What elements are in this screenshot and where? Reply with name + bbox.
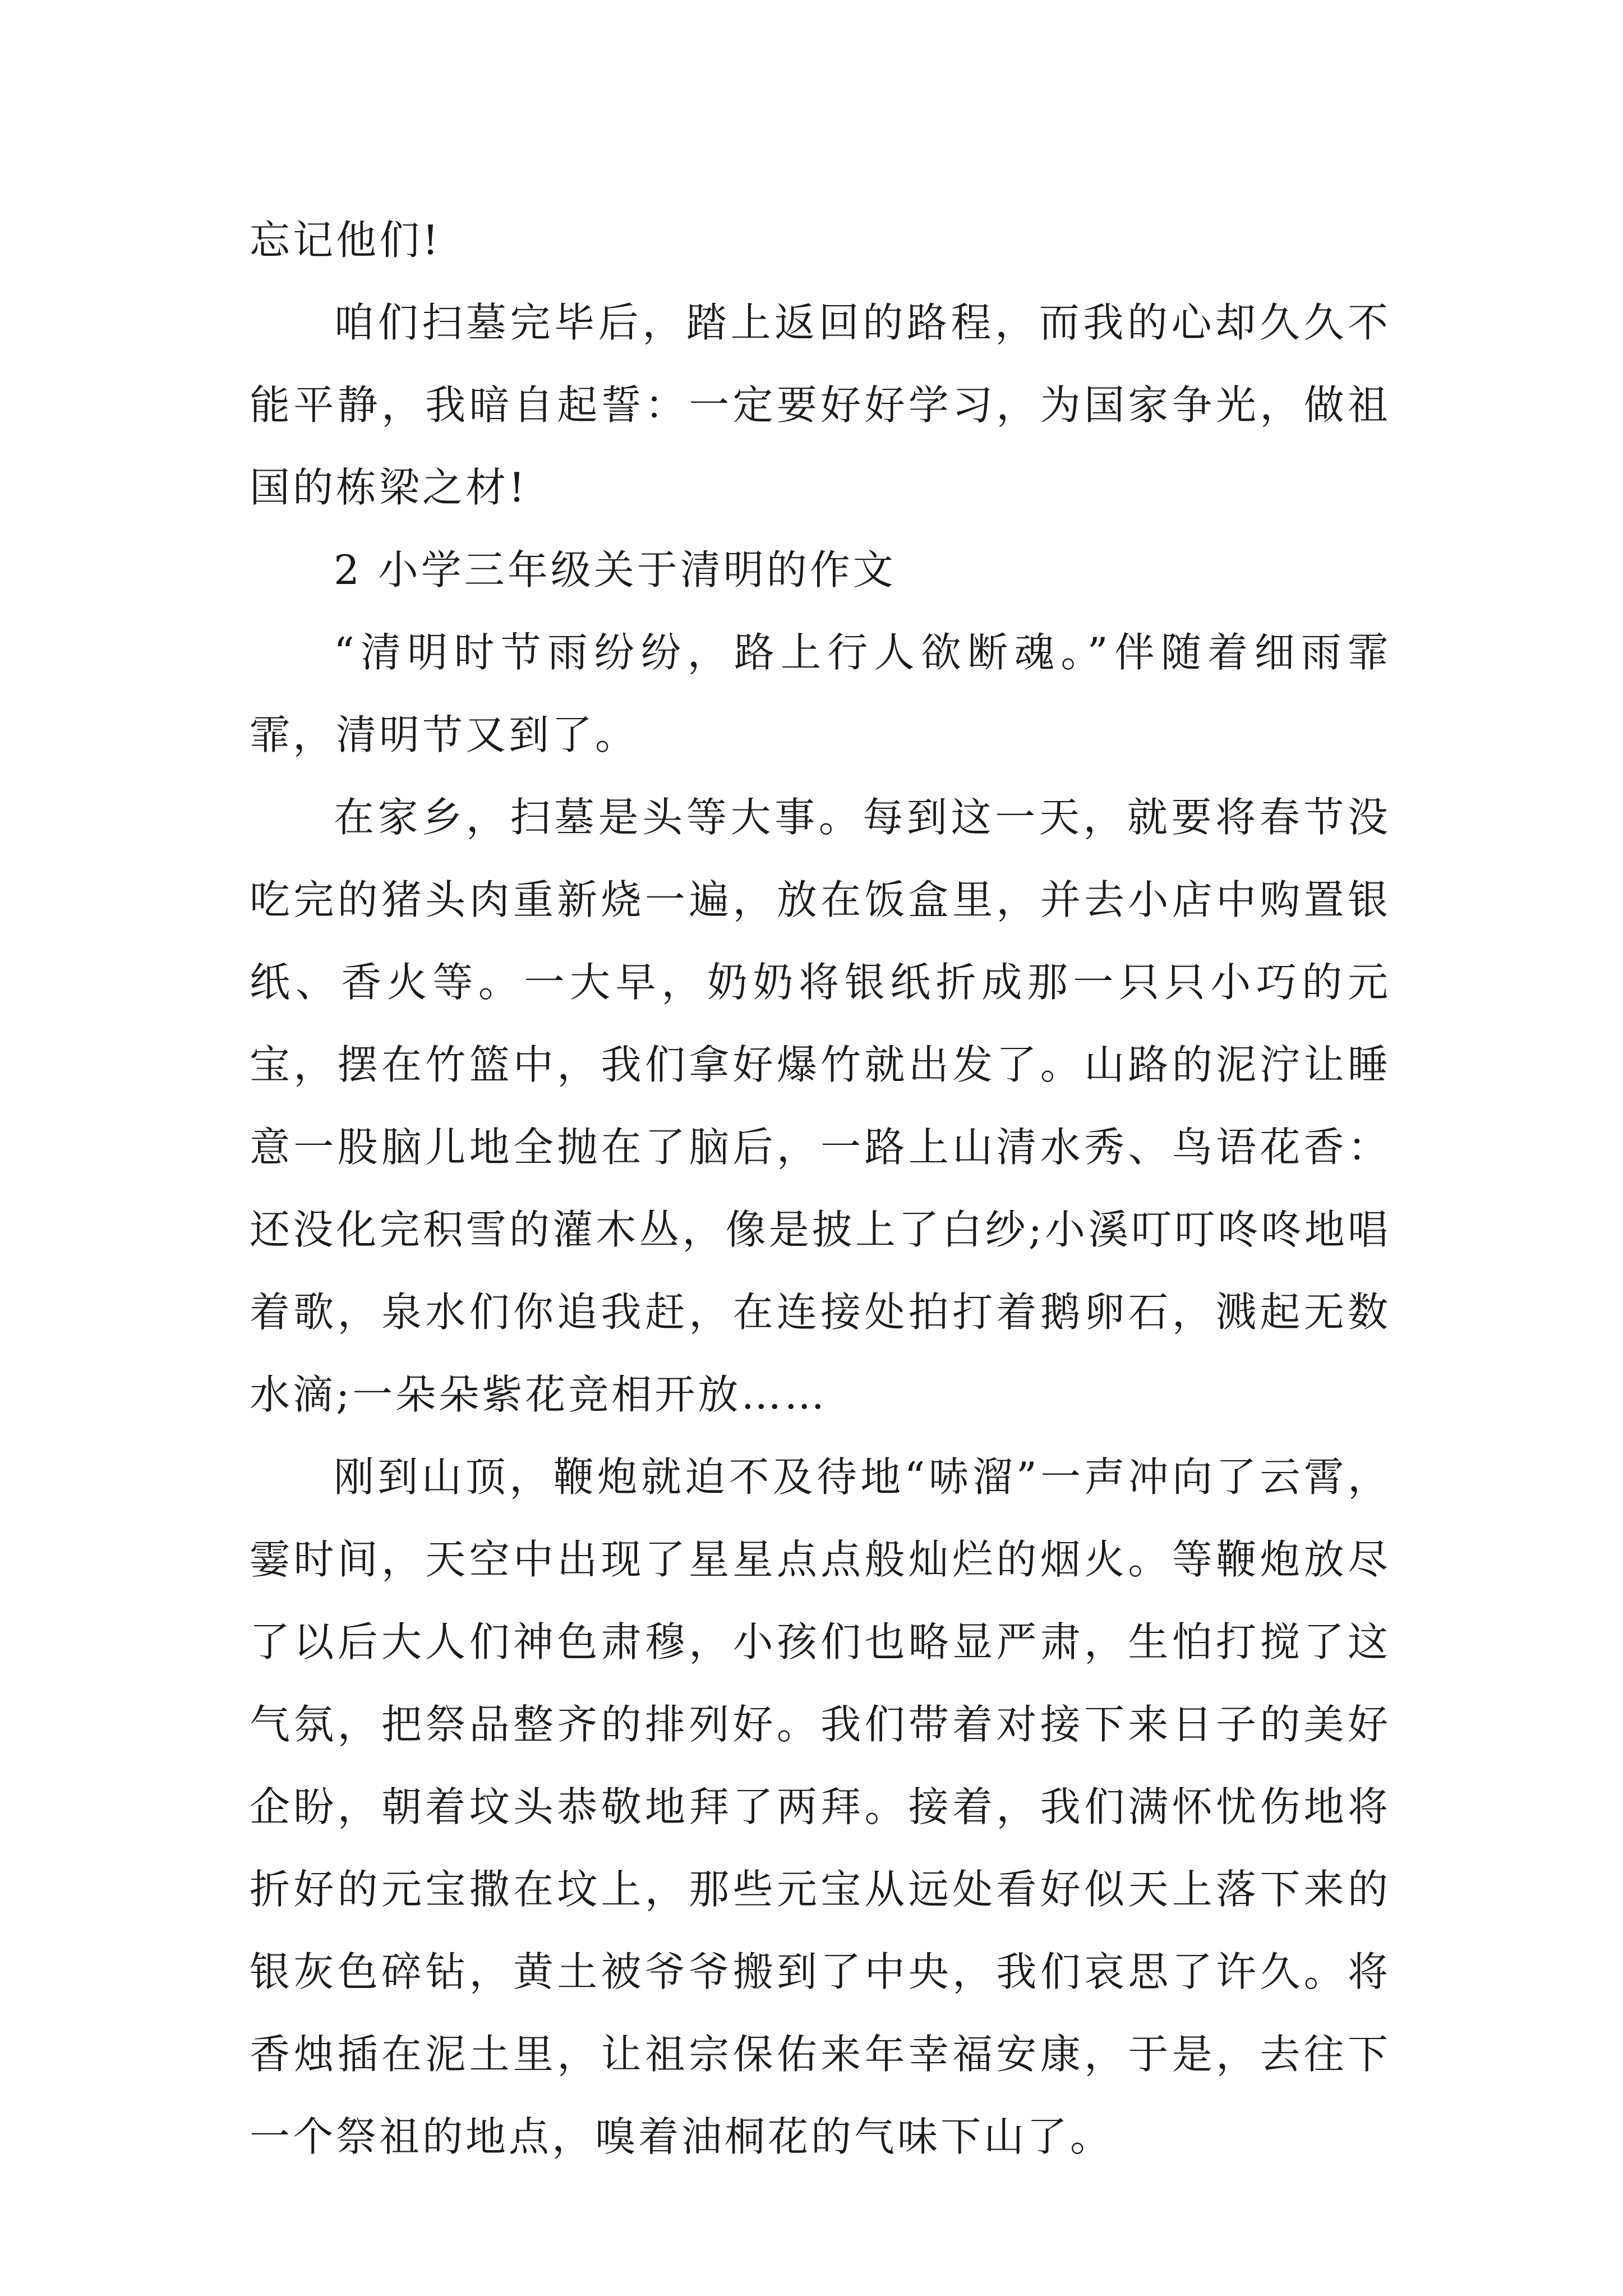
document-body [250, 199, 1391, 2178]
paragraph-poem-quote: “清明时节雨纷纷，路上行人欲断魂。”伴随着细雨霏霏，清明节又到了。 [250, 629, 1391, 758]
paragraph-vow: 咱们扫墓完毕后，踏上返回的路程，而我的心却久久不能平静，我暗自起誓：一定要好好学习，为国家争光，做祖国的栋梁之材! [250, 299, 1391, 511]
paragraph-continued: 忘记他们! [250, 217, 441, 264]
paragraph-mountaintop: 刚到山顶，鞭炮就迫不及待地“哧溜”一声冲向了云霄，霎时间，天空中出现了星星点点般灿烂的烟火。等鞭炮放尽了以后大人们神色肃穆，小孩们也略显严肃，生怕打搅了这气氛，把祭品整齐的排列好。我们带着对接下来日子的美好企盼，朝着坟头恭敬地拜了两拜。接着，我们满怀忧伤地将折好的元宝撒在坟上，那些元宝从远处看好似天上落下来的银灰色碎钻，黄土被爷爷搬到了中央，我们哀思了许久。将香烛插在泥土里，让祖宗保佑来年幸福安康，于是，去往下一个祭祖的地点，嗅着油桐花的气味下山了。 [250, 1453, 1391, 2160]
essay-heading: 2 小学三年级关于清明的作文 [334, 546, 896, 593]
paragraph-hometown: 在家乡，扫墓是头等大事。每到这一天，就要将春节没吃完的猪头肉重新烧一遍，放在饭盒里，并去小店中购置银纸、香火等。一大早，奶奶将银纸折成那一只只小巧的元宝，摆在竹篮中，我们拿好爆竹就出发了。山路的泥泞让睡意一股脑儿地全抛在了脑后，一路上山清水秀、鸟语花香：还没化完积雪的灌木丛，像是披上了白纱;小溪叮叮咚咚地唱着歌，泉水们你追我赶，在连接处拍打着鹅卵石，溅起无数水滴;一朵朵紫花竞相开放…… [250, 794, 1391, 1418]
